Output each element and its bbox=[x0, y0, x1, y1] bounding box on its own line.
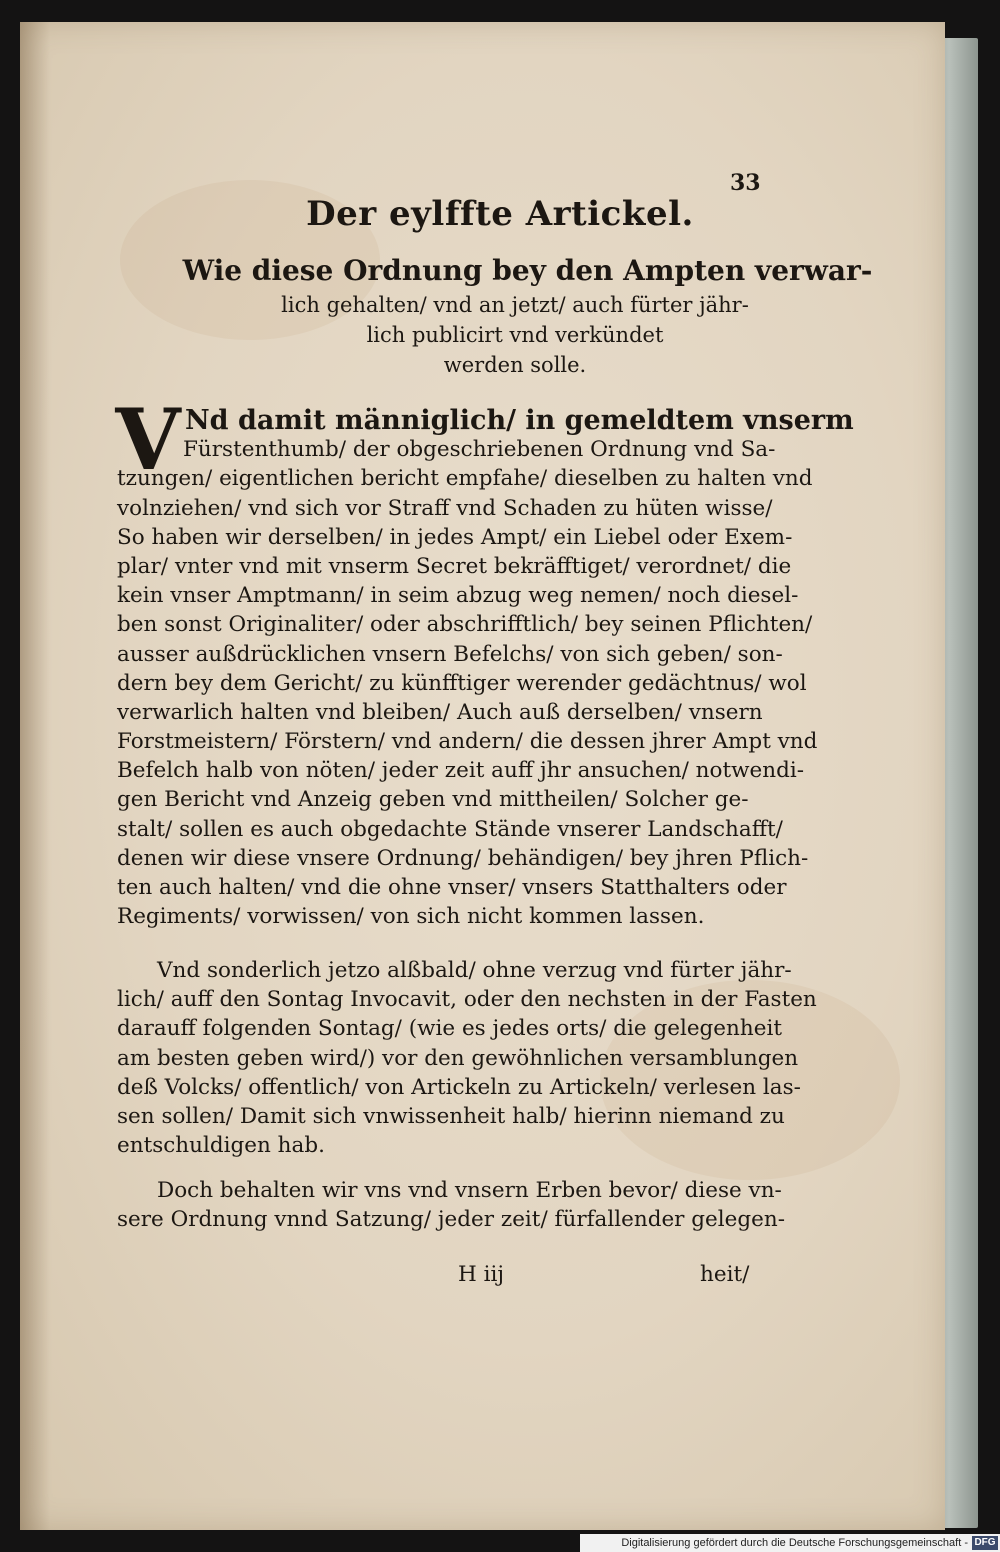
signature-mark: H iij bbox=[458, 1262, 505, 1287]
text-line: dern bey dem Gericht/ zu künfftiger werender gedächtnus/ wol bbox=[117, 670, 807, 696]
subtitle-line: werden solle. bbox=[443, 353, 587, 377]
text-line: denen wir diese vnsere Ordnung/ behändigen/ bey jhren Pflich- bbox=[117, 845, 809, 871]
dfg-logo: DFG bbox=[972, 1536, 998, 1550]
text-line: Forstmeistern/ Förstern/ vnd andern/ die dessen jhrer Ampt vnd bbox=[117, 729, 818, 755]
text-line: Befelch halb von nöten/ jeder zeit auff jhr ansuchen/ notwendi- bbox=[117, 758, 804, 784]
text-line: gen Bericht vnd Anzeig geben vnd mittheilen/ Solcher ge- bbox=[117, 787, 749, 813]
text-line: verwarlich halten vnd bleiben/ Auch auß derselben/ vnsern bbox=[117, 699, 763, 725]
paragraph-2 bbox=[117, 956, 817, 1160]
text-line: plar/ vnter vnd mit vnserm Secret bekräfftiget/ verordnet/ die bbox=[117, 553, 792, 579]
paragraph-1 bbox=[117, 406, 854, 931]
text-line: sen sollen/ Damit sich vnwissenheit halb/ hierinn niemand zu bbox=[117, 1103, 785, 1129]
decorated-initial: V bbox=[115, 390, 181, 489]
text-line: deß Volcks/ offentlich/ von Artickeln zu Artickeln/ verlesen las- bbox=[117, 1074, 801, 1100]
text-line: ben sonst Originaliter/ oder abschrifftlich/ bey seinen Pflichten/ bbox=[117, 612, 813, 638]
text-line: stalt/ sollen es auch obgedachte Stände vnserer Landschafft/ bbox=[117, 816, 783, 842]
page-gutter-shadow bbox=[20, 22, 50, 1530]
text-line: sere Ordnung vnnd Satzung/ jeder zeit/ fürfallender gelegen- bbox=[117, 1207, 785, 1233]
text-line: volnziehen/ vnd sich vor Straff vnd Schaden zu hüten wisse/ bbox=[117, 495, 773, 521]
text-line: Fürstenthumb/ der obgeschriebenen Ordnung vnd Sa- bbox=[183, 437, 776, 463]
subtitle-line: lich publicirt vnd verkündet bbox=[366, 323, 664, 347]
article-subtitle bbox=[0, 252, 1000, 380]
text-line: Doch behalten wir vns vnd vnsern Erben bevor/ diese vn- bbox=[157, 1178, 782, 1203]
text-line: entschuldigen hab. bbox=[117, 1133, 325, 1159]
text-line: lich/ auff den Sontag Invocavit, oder den nechsten in der Fasten bbox=[117, 987, 817, 1013]
text-line: am besten geben wird/) vor den gewöhnlichen versamblungen bbox=[117, 1045, 799, 1071]
text-line: Nd damit männiglich/ in gemeldtem vnserm bbox=[185, 405, 854, 436]
text-line: Regiments/ vorwissen/ von sich nicht kommen lassen. bbox=[117, 904, 705, 930]
text-line: ten auch halten/ vnd die ohne vnser/ vnsers Statthalters oder bbox=[117, 875, 787, 900]
paragraph-3 bbox=[117, 1176, 785, 1234]
page-number: 33 bbox=[730, 170, 761, 196]
subtitle-line: Wie diese Ordnung bey den Ampten verwar- bbox=[182, 254, 873, 287]
subtitle-line: lich gehalten/ vnd an jetzt/ auch fürter jähr- bbox=[281, 293, 749, 317]
text-line: kein vnser Amptmann/ in seim abzug weg nemen/ noch diesel- bbox=[117, 583, 799, 609]
text-line: darauff folgenden Sontag/ (wie es jedes orts/ die gelegenheit bbox=[117, 1016, 782, 1042]
article-heading: Der eylffte Artickel. bbox=[306, 194, 694, 234]
digitization-credit: Digitalisierung gefördert durch die Deutsche Forschungsgemeinschaft - bbox=[580, 1534, 1000, 1552]
catchword: heit/ bbox=[700, 1262, 750, 1287]
text-line: ausser außdrücklichen vnsern Befelchs/ von sich geben/ son- bbox=[117, 641, 783, 667]
text-line: So haben wir derselben/ in jedes Ampt/ ein Liebel oder Exem- bbox=[117, 524, 793, 550]
text-line: tzungen/ eigentlichen bericht empfahe/ dieselben zu halten vnd bbox=[117, 466, 813, 492]
text-line: Vnd sonderlich jetzo alßbald/ ohne verzug vnd fürter jähr- bbox=[157, 958, 792, 983]
